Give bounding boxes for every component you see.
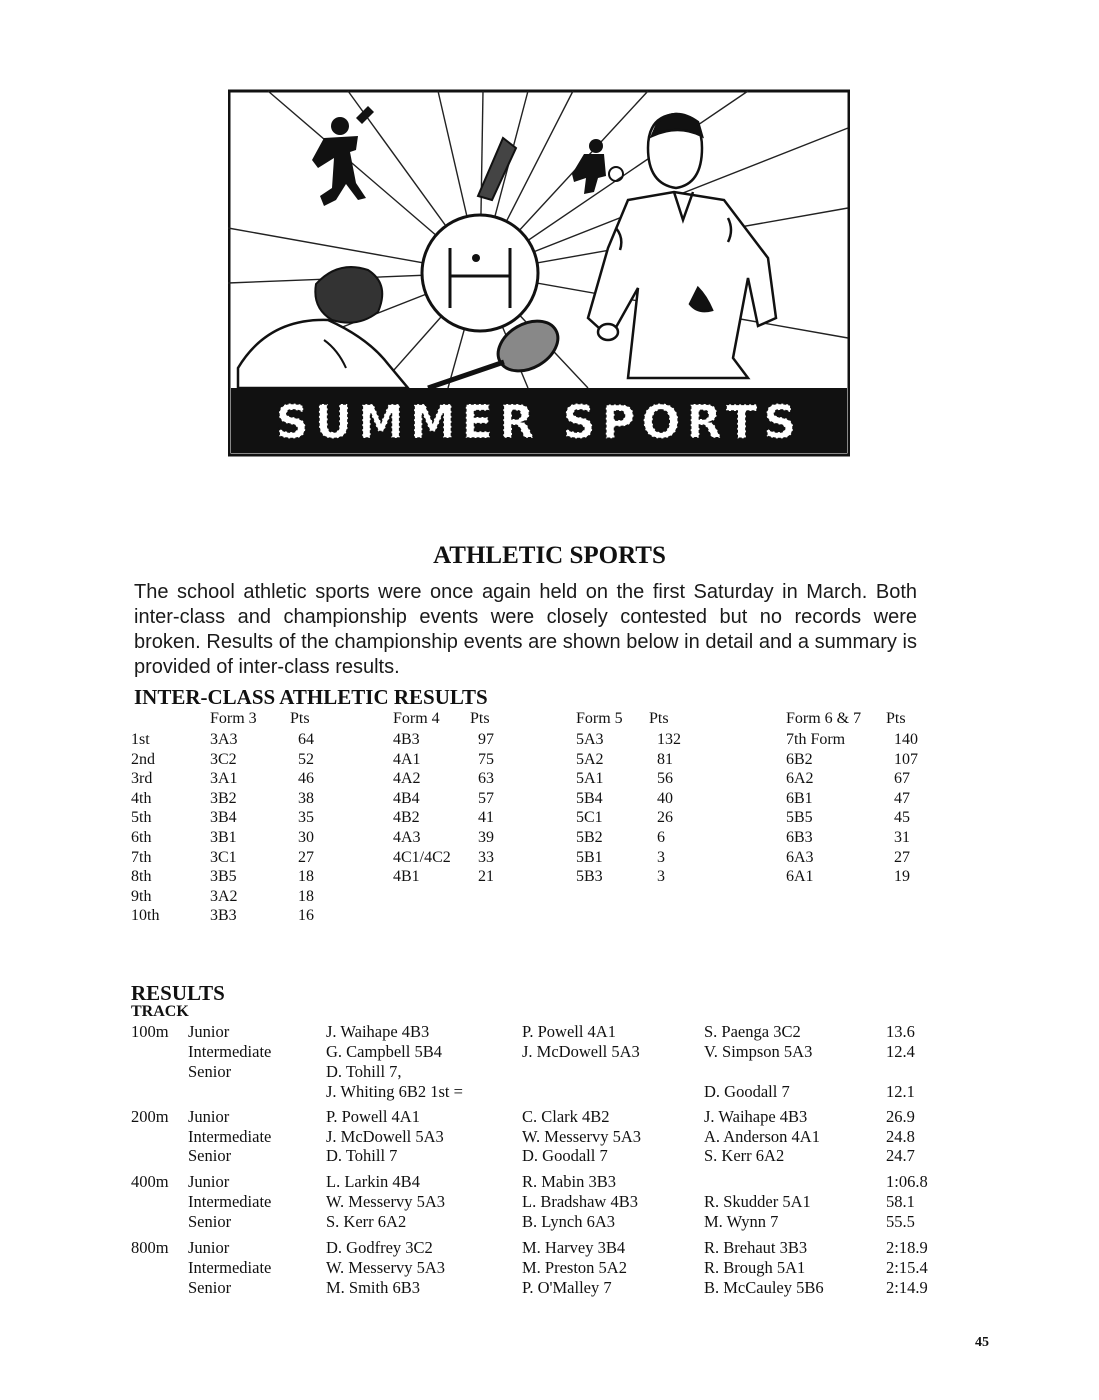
place-label: 9th [131, 887, 152, 905]
result-event: 400m [131, 1172, 169, 1191]
points-column-header: Pts [886, 710, 906, 727]
result-first: D. Tohill 7, [326, 1062, 402, 1081]
class-points: 30 [298, 829, 314, 846]
result-first: D. Tohill 7 [326, 1146, 398, 1165]
class-points: 27 [894, 848, 910, 866]
class-name: 6B2 [786, 750, 813, 768]
class-points: 97 [478, 731, 494, 748]
result-time: 24.8 [886, 1127, 915, 1146]
result-time: 12.4 [886, 1042, 915, 1061]
class-points: 6 [657, 829, 665, 846]
result-third: S. Paenga 3C2 [704, 1022, 801, 1041]
form-column-header: Form 3 [210, 710, 257, 727]
class-name: 4C1/4C2 [393, 848, 451, 866]
class-name: 6A3 [786, 848, 814, 866]
result-first: D. Godfrey 3C2 [326, 1238, 433, 1257]
result-first: G. Campbell 5B4 [326, 1042, 442, 1061]
result-third: A. Anderson 4A1 [704, 1127, 820, 1146]
place-label: 10th [131, 907, 160, 925]
class-name: 3B1 [210, 829, 237, 846]
result-grade: Intermediate [188, 1127, 272, 1146]
place-label: 2nd [131, 750, 155, 768]
class-points: 52 [298, 750, 314, 768]
result-first: W. Messervy 5A3 [326, 1258, 446, 1277]
result-second: W. Messervy 5A3 [522, 1127, 642, 1146]
class-name: 4A1 [393, 750, 421, 768]
class-name: 6A1 [786, 868, 814, 886]
place-label: 7th [131, 848, 152, 866]
class-points: 57 [478, 789, 494, 807]
class-name: 3B4 [210, 809, 237, 827]
result-second: D. Goodall 7 [522, 1146, 608, 1165]
place-label: 6th [131, 829, 152, 846]
class-points: 45 [894, 809, 910, 827]
result-second: R. Mabin 3B3 [522, 1172, 616, 1191]
class-name: 5A2 [576, 750, 604, 768]
interclass-heading: INTER-CLASS ATHLETIC RESULTS [134, 685, 488, 709]
class-points: 26 [657, 809, 673, 827]
class-points: 33 [478, 848, 494, 866]
class-name: 4B1 [393, 868, 420, 886]
class-points: 18 [298, 868, 314, 886]
result-third: B. McCauley 5B6 [704, 1278, 824, 1297]
class-name: 5B4 [576, 789, 603, 807]
result-third: R. Skudder 5A1 [704, 1192, 811, 1211]
result-grade: Senior [188, 1212, 232, 1231]
class-points: 35 [298, 809, 314, 827]
result-grade: Junior [188, 1022, 230, 1041]
result-first: M. Smith 6B3 [326, 1278, 420, 1297]
result-second: M. Harvey 3B4 [522, 1238, 626, 1257]
result-grade: Intermediate [188, 1192, 272, 1211]
result-third: D. Goodall 7 [704, 1082, 790, 1101]
class-name: 6B3 [786, 829, 813, 846]
result-second: P. O'Malley 7 [522, 1278, 612, 1297]
class-name: 5A3 [576, 731, 604, 748]
class-points: 64 [298, 731, 314, 748]
class-points: 81 [657, 750, 673, 768]
class-name: 5B5 [786, 809, 813, 827]
result-second: P. Powell 4A1 [522, 1022, 616, 1041]
form-column-header: Form 6 & 7 [786, 710, 862, 727]
sun-icon [422, 215, 538, 331]
result-time: 13.6 [886, 1022, 915, 1041]
result-time: 26.9 [886, 1107, 915, 1126]
result-first: J. McDowell 5A3 [326, 1127, 444, 1146]
result-third: M. Wynn 7 [704, 1212, 779, 1231]
track-subheading: TRACK [131, 1003, 189, 1020]
intro-paragraph: The school athletic sports were once again held on the first Saturday in March. Both inter-class and championship events were closely contested but no records were broken. Results of the championship events are shown below in detail and a summary is provided of inter-class results. [134, 581, 917, 678]
banner-title: SUMMER SPORTS [275, 395, 803, 449]
class-points: 132 [657, 731, 681, 748]
place-label: 5th [131, 809, 152, 827]
result-third: R. Brehaut 3B3 [704, 1238, 808, 1257]
class-name: 5B2 [576, 829, 603, 846]
class-name: 4B2 [393, 809, 420, 827]
result-first: S. Kerr 6A2 [326, 1212, 407, 1231]
class-points: 46 [298, 770, 314, 788]
result-second: J. McDowell 5A3 [522, 1042, 640, 1061]
results-heading: RESULTS [131, 981, 225, 1005]
result-second: L. Bradshaw 4B3 [522, 1192, 638, 1211]
ball-icon [598, 324, 618, 340]
page-number: 45 [975, 1335, 989, 1350]
result-second: B. Lynch 6A3 [522, 1212, 616, 1231]
result-grade: Senior [188, 1146, 232, 1165]
result-second: C. Clark 4B2 [522, 1107, 610, 1126]
class-name: 5A1 [576, 770, 604, 788]
class-points: 56 [657, 770, 673, 788]
class-name: 3B3 [210, 907, 237, 925]
class-name: 3C1 [210, 848, 237, 866]
place-label: 4th [131, 789, 152, 807]
class-name: 4A2 [393, 770, 421, 788]
result-third: V. Simpson 5A3 [704, 1042, 813, 1061]
place-label: 3rd [131, 770, 153, 788]
class-points: 21 [478, 868, 494, 886]
class-points: 63 [478, 770, 494, 788]
class-points: 3 [657, 868, 665, 886]
class-points: 75 [478, 750, 494, 768]
form-column-header: Form 4 [393, 710, 440, 727]
class-points: 3 [657, 848, 665, 866]
result-grade: Junior [188, 1172, 230, 1191]
result-second: M. Preston 5A2 [522, 1258, 627, 1277]
class-name: 4B3 [393, 731, 420, 748]
result-first: L. Larkin 4B4 [326, 1172, 420, 1191]
result-first: J. Waihape 4B3 [326, 1022, 430, 1041]
class-points: 27 [298, 848, 314, 866]
class-name: 5B1 [576, 848, 603, 866]
class-points: 67 [894, 770, 910, 788]
class-points: 18 [298, 887, 314, 905]
class-points: 40 [657, 789, 673, 807]
class-points: 38 [298, 789, 314, 807]
result-event: 800m [131, 1238, 169, 1257]
result-grade: Senior [188, 1062, 232, 1081]
result-event: 100m [131, 1022, 169, 1041]
class-name: 3C2 [210, 750, 237, 768]
result-grade: Intermediate [188, 1258, 272, 1277]
class-name: 4A3 [393, 829, 421, 846]
result-grade: Junior [188, 1107, 230, 1126]
result-time: 2:15.4 [886, 1258, 928, 1277]
class-name: 3A3 [210, 731, 238, 748]
result-time: 2:14.9 [886, 1278, 928, 1297]
class-name: 3B5 [210, 868, 237, 886]
result-third: R. Brough 5A1 [704, 1258, 806, 1277]
class-points: 41 [478, 809, 494, 827]
points-column-header: Pts [470, 710, 490, 727]
class-name: 5B3 [576, 868, 603, 886]
class-name: 3A2 [210, 887, 238, 905]
result-time: 55.5 [886, 1212, 915, 1231]
result-third: J. Waihape 4B3 [704, 1107, 808, 1126]
class-points: 47 [894, 789, 910, 807]
class-points: 31 [894, 829, 910, 846]
result-grade: Intermediate [188, 1042, 272, 1061]
place-label: 8th [131, 868, 152, 886]
result-first: W. Messervy 5A3 [326, 1192, 446, 1211]
result-third: S. Kerr 6A2 [704, 1146, 785, 1165]
class-points: 107 [894, 750, 918, 768]
points-column-header: Pts [649, 710, 669, 727]
place-label: 1st [131, 731, 150, 748]
section-title: ATHLETIC SPORTS [433, 542, 666, 569]
class-name: 3B2 [210, 789, 237, 807]
result-grade: Junior [188, 1238, 230, 1257]
result-first: P. Powell 4A1 [326, 1107, 420, 1126]
class-name: 6B1 [786, 789, 813, 807]
points-column-header: Pts [290, 710, 310, 727]
class-points: 19 [894, 868, 910, 886]
result-time: 24.7 [886, 1146, 915, 1165]
result-time: 12.1 [886, 1082, 915, 1101]
class-name: 5C1 [576, 809, 603, 827]
class-points: 39 [478, 829, 494, 846]
result-time: 1:06.8 [886, 1172, 928, 1191]
result-first: J. Whiting 6B2 1st = [326, 1082, 463, 1101]
result-grade: Senior [188, 1278, 232, 1297]
result-time: 58.1 [886, 1192, 915, 1211]
class-name: 6A2 [786, 770, 814, 788]
result-time: 2:18.9 [886, 1238, 928, 1257]
class-name: 7th Form [786, 731, 846, 748]
class-points: 140 [894, 731, 918, 748]
form-column-header: Form 5 [576, 710, 623, 727]
summer-sports-banner [228, 88, 850, 458]
class-points: 16 [298, 907, 314, 925]
class-name: 3A1 [210, 770, 238, 788]
class-name: 4B4 [393, 789, 420, 807]
result-event: 200m [131, 1107, 169, 1126]
